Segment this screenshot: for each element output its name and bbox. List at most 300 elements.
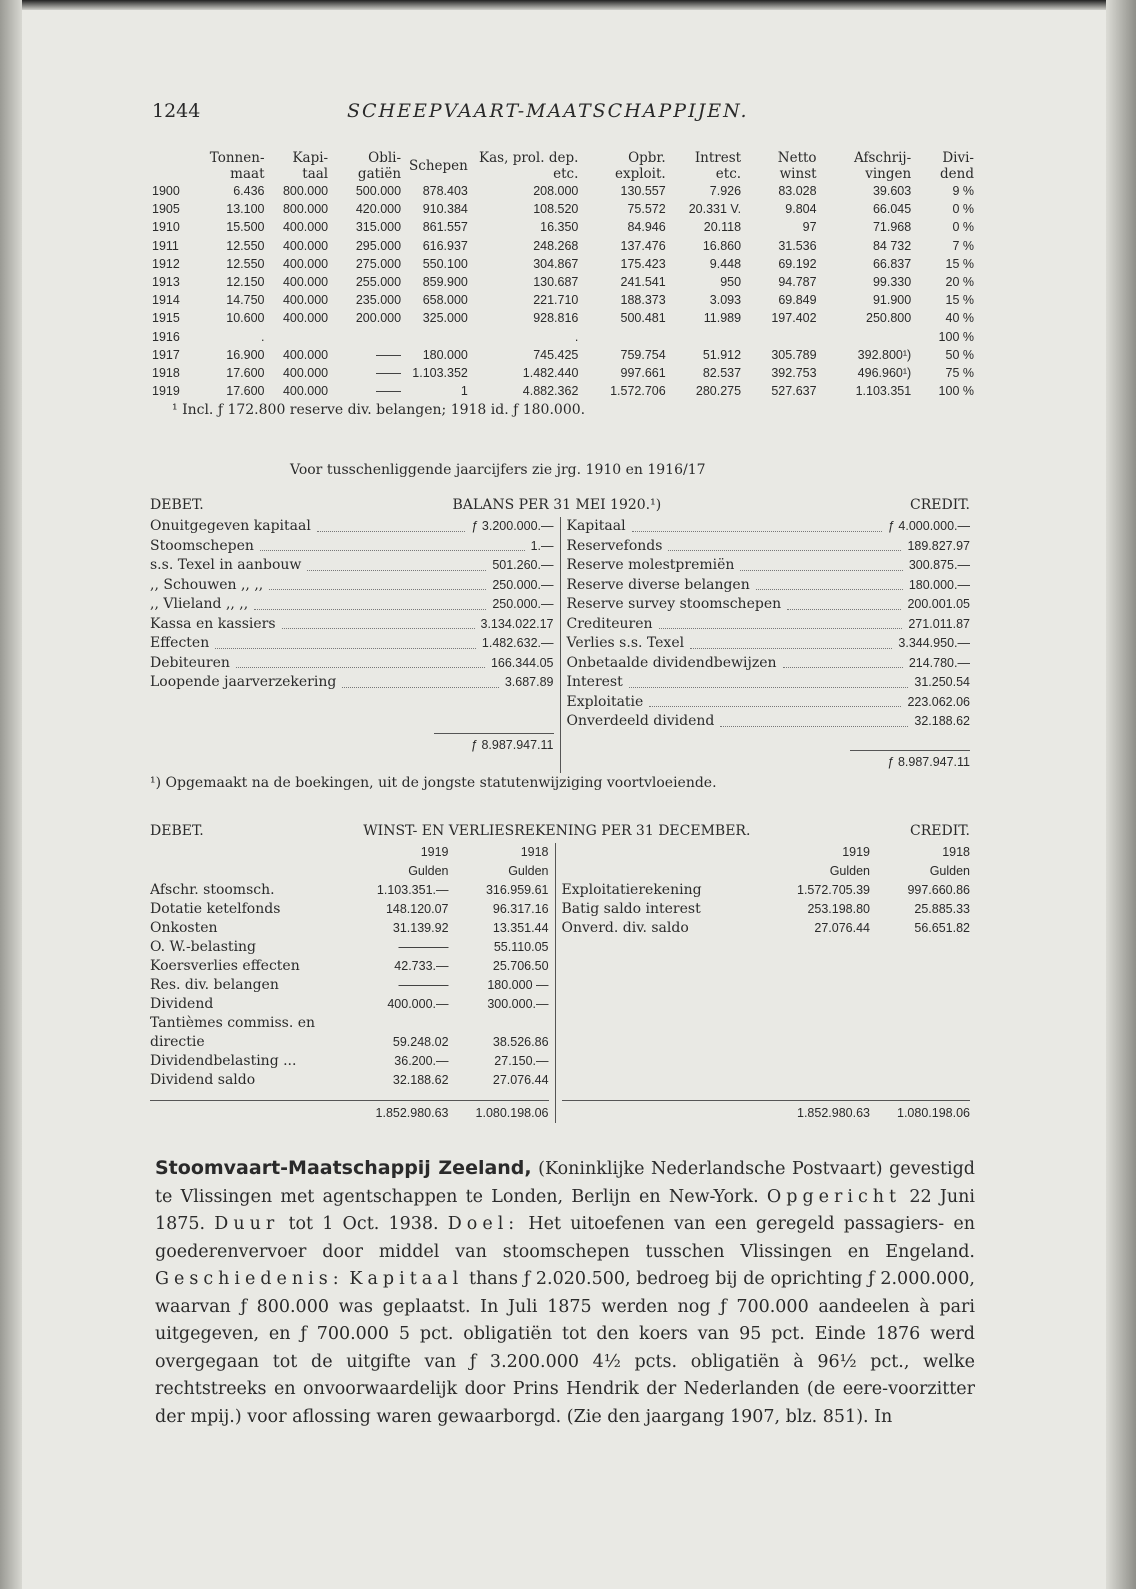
pl-item-label: Afschr. stoomsch. <box>150 882 275 898</box>
balance-item-label: Effecten <box>150 635 210 651</box>
balance-item-amount: 166.344.05 <box>490 655 554 670</box>
balance-row <box>567 615 971 635</box>
pl-amount-1918: 25.706.50 <box>492 959 549 973</box>
table-cell: 137.476 <box>620 238 666 253</box>
column-header: Afschrij-vingen <box>853 150 912 182</box>
table-cell: 859.900 <box>422 275 468 290</box>
balance-item-label: Reservefonds <box>566 537 663 554</box>
pl-item-label: Dividend <box>150 996 214 1012</box>
balance-item-label: ,, Schouwen ,, ,, <box>150 576 264 593</box>
table-cell: 1905 <box>152 202 180 217</box>
table-cell: 658.000 <box>422 293 468 308</box>
table-cell: 15 % <box>945 293 974 308</box>
pl-debet-column <box>150 843 556 1123</box>
text-run: thans ƒ 2.020.500, bedroeg bij de oprichting ƒ 2.000.000, waarvan ƒ 800.000 was geplaatst. In Juli 1875 werden nog ƒ 700.000 aandeelen à pari uitgegeven, en ƒ 700.000 5 pct. obligatiën tot den koers van 95 pct. Einde 1876 werd overgegaan tot de uitgifte van ƒ 3.200.000 4½ pcts. obligatiën à 96½ pct., welke rechtstreeks en onvoorwaardelijk door Prins Hendrik der Nederlanden (de eere-voorzitter der mpij.) voor aflossing waren gewaarborgd. (Zie den jaargang 1907, blz. 851). In <box>155 1269 975 1427</box>
table-cell: 1.103.352 <box>412 366 468 381</box>
balance-footnote: ¹) Opgemaakt na de boekingen, uit de jongste statutenwijziging voortvloeiende. <box>150 774 717 791</box>
table-cell: 39.603 <box>872 184 912 198</box>
pl-row <box>150 938 549 957</box>
table-cell: 208.000 <box>533 184 579 198</box>
table-cell <box>332 328 405 346</box>
pl-row <box>150 957 549 976</box>
pl-row <box>150 1033 549 1052</box>
unit-header <box>150 862 549 881</box>
table-cell: 75.572 <box>627 202 666 217</box>
table-cell: 31.536 <box>778 238 817 253</box>
table-cell: 197.402 <box>771 311 817 326</box>
balance-item-amount: 180.000.— <box>908 577 970 592</box>
pl-row <box>150 900 549 919</box>
pl-item-label: Onverd. div. saldo <box>561 920 689 936</box>
unit-label: Gulden <box>829 864 870 878</box>
pl-item-label: Exploitatierekening <box>561 882 702 898</box>
table-cell: 500.481 <box>620 311 666 326</box>
pl-amount-1918: 997.660.86 <box>907 883 970 897</box>
table-row <box>148 273 978 291</box>
pl-heading <box>150 823 970 843</box>
table-cell: 400.000 <box>282 256 329 271</box>
leader-dots <box>720 712 908 727</box>
table-row <box>148 255 978 273</box>
text-run: 22 Juni 1875. <box>155 1186 975 1234</box>
table-cell: 83.028 <box>778 184 817 198</box>
table-cell: 97 <box>802 220 817 235</box>
reference-line: Voor tusschenliggende jaarcijfers zie jrg. 1910 en 1916/17 <box>290 462 706 478</box>
table-cell <box>582 328 669 346</box>
table-cell: 200.000 <box>355 311 402 326</box>
table-cell: 9.804 <box>785 202 817 217</box>
table-cell: 15.500 <box>226 220 265 235</box>
balance-item-label: Loopende jaarverzekering <box>150 674 337 690</box>
column-header: Kas, prol. dep. etc. <box>479 150 579 182</box>
table-row <box>148 291 978 309</box>
pl-row <box>562 900 970 919</box>
balance-row <box>567 693 971 713</box>
table-cell: 1910 <box>152 220 180 235</box>
table-cell: 130.557 <box>620 184 666 198</box>
balance-item-amount: 223.062.06 <box>907 694 970 709</box>
table-cell: 241.541 <box>620 275 666 290</box>
table-cell: 75 % <box>945 366 974 381</box>
table-cell: 400.000 <box>282 311 329 326</box>
table-cell: 1 <box>460 384 468 399</box>
leader-dots <box>783 654 903 669</box>
table-cell: 175.423 <box>620 256 666 271</box>
balance-item-label: Onbetaalde dividendbewijzen <box>566 654 777 671</box>
pl-item-label: O. W.-belasting <box>150 939 257 955</box>
table-cell: 7.926 <box>709 184 742 198</box>
balance-row <box>150 615 554 635</box>
balance-debet-label: DEBET. <box>150 497 204 513</box>
table-header-row <box>148 150 978 182</box>
pl-amount-1918: 27.150.— <box>494 1054 549 1068</box>
balance-credit-label: CREDIT. <box>910 497 970 513</box>
table-cell <box>745 328 820 346</box>
table-cell: 100 % <box>938 329 974 344</box>
balance-row <box>567 556 971 576</box>
table-cell: 10.600 <box>226 311 265 326</box>
balance-item-amount: 250.000.— <box>492 597 554 611</box>
leader-dots <box>668 537 901 552</box>
table-cell: 71.968 <box>872 220 912 235</box>
pl-item-label: Res. div. belangen <box>150 977 279 993</box>
table-cell: —— <box>376 347 402 362</box>
pl-row <box>150 1071 549 1090</box>
pl-amount-1919: 1.572.705.39 <box>797 883 870 897</box>
page-number: 1244 <box>152 100 201 122</box>
leader-dots <box>215 634 476 649</box>
pl-total-1918: 1.080.198.06 <box>897 1106 970 1120</box>
table-cell: 550.100 <box>422 256 468 271</box>
column-header: Divi-dend <box>940 150 974 182</box>
pl-amount-1919: 59.248.02 <box>392 1035 449 1049</box>
balance-item-amount: 214.780.— <box>908 655 970 670</box>
table-cell: 20.331 V. <box>688 202 742 217</box>
table-cell: 20.118 <box>703 220 742 235</box>
pl-row <box>150 881 549 900</box>
yearly-statistics-table <box>148 150 978 418</box>
table-cell: 420.000 <box>355 202 402 217</box>
spaced-term: Duur <box>214 1214 280 1234</box>
column-header: Intrest etc. <box>694 150 742 182</box>
balance-item-amount: 32.188.62 <box>914 714 970 728</box>
pl-credit-label: CREDIT. <box>910 823 970 839</box>
table-cell: 325.000 <box>422 311 468 326</box>
table-cell: 51.912 <box>702 347 742 362</box>
pl-amount-1918: 13.351.44 <box>492 921 549 935</box>
table-cell: 248.268 <box>533 238 579 253</box>
balance-row <box>150 634 554 654</box>
year-1918: 1918 <box>520 845 549 859</box>
table-cell: 616.937 <box>422 238 468 253</box>
balance-row <box>567 595 971 615</box>
balance-total-credit: ƒ 8.987.947.11 <box>887 754 970 769</box>
table-row <box>148 200 978 218</box>
table-cell: 16.900 <box>226 347 265 362</box>
pl-debet-label: DEBET. <box>150 823 204 839</box>
balance-item-amount: 3.687.89 <box>504 675 554 689</box>
year-header <box>562 843 970 862</box>
table-row <box>148 218 978 236</box>
page-right-edge <box>1106 0 1136 1589</box>
pl-amount-1919: 32.188.62 <box>392 1073 449 1087</box>
balance-row <box>150 556 554 576</box>
column-header: Kapi-taal <box>292 150 329 182</box>
pl-row <box>562 919 970 938</box>
leader-dots <box>629 673 909 688</box>
pl-total-row <box>562 1100 970 1123</box>
table-cell: 0 % <box>952 220 974 235</box>
balance-item-amount: 271.011.87 <box>908 616 970 631</box>
table-cell: 280.275 <box>695 384 742 399</box>
table-cell: 250.800 <box>866 311 912 326</box>
pl-item-label: Koersverlies effecten <box>150 958 300 974</box>
table-cell: 11.989 <box>703 311 742 326</box>
table-cell: 69.192 <box>778 256 817 271</box>
table-cell: 17.600 <box>226 366 265 381</box>
table-cell: 910.384 <box>422 202 468 217</box>
balance-title: BALANS PER 31 MEI 1920.¹) <box>452 497 662 513</box>
balance-item-label: ,, Vlieland ,, ,, <box>150 596 249 612</box>
unit-label: Gulden <box>929 864 970 878</box>
balance-item-label: Onverdeeld dividend <box>566 713 715 729</box>
balance-row <box>150 576 554 596</box>
leader-dots <box>342 673 499 688</box>
table-cell: 400.000 <box>282 293 329 308</box>
balance-item-label: Reserve survey stoomschepen <box>566 596 782 612</box>
balance-item-amount: 501.260.— <box>492 558 554 572</box>
leader-dots <box>254 595 486 610</box>
table-row <box>148 237 978 255</box>
balance-item-label: Kapitaal <box>566 518 626 534</box>
table-row <box>148 346 978 364</box>
table-footnote: ¹ Incl. ƒ 172.800 reserve div. belangen; 1918 id. ƒ 180.000. <box>172 402 586 419</box>
balance-item-label: Interest <box>566 674 623 690</box>
pl-total-1919: 1.852.980.63 <box>797 1106 870 1120</box>
balance-row <box>567 517 971 537</box>
table-cell: 496.960¹) <box>857 366 912 381</box>
balance-row <box>567 654 971 674</box>
pl-row <box>150 1052 549 1071</box>
balance-item-amount: 1.— <box>530 538 554 553</box>
balance-item-amount: 189.827.97 <box>907 538 970 553</box>
balance-item-label: Onuitgegeven kapitaal <box>150 518 311 534</box>
leader-dots <box>740 556 902 571</box>
table-cell: 527.637 <box>771 384 817 399</box>
table-cell: 69.849 <box>778 293 817 308</box>
unit-label: Gulden <box>408 864 449 878</box>
balance-item-label: Exploitatie <box>566 693 644 710</box>
table-cell: 400.000 <box>282 238 329 253</box>
balance-item-amount: 3.134.022.17 <box>480 616 554 631</box>
balance-item-label: Debiteuren <box>150 654 230 671</box>
pl-item-label: Dotatie ketelfonds <box>150 901 281 917</box>
spaced-term: Geschiedenis: <box>155 1269 344 1289</box>
pl-amount-1919: ———— <box>398 940 449 954</box>
balance-row <box>150 537 554 557</box>
pl-total-1918: 1.080.198.06 <box>475 1106 549 1120</box>
table-cell <box>821 328 916 346</box>
leader-dots <box>236 654 485 669</box>
spaced-term: Doel: <box>447 1214 520 1234</box>
column-header: Tonnen-maat <box>209 150 265 182</box>
leader-dots <box>659 615 903 630</box>
balance-sheet <box>150 497 970 791</box>
year-1919: 1919 <box>420 845 449 859</box>
running-header <box>152 100 972 126</box>
pl-amount-1919: 400.000.— <box>387 997 449 1011</box>
balance-item-label: Reserve molestpremiën <box>566 557 735 573</box>
balance-item-label: Verlies s.s. Texel <box>566 635 685 651</box>
table-cell: 950 <box>720 275 742 290</box>
pl-amount-1918: 27.076.44 <box>492 1073 549 1087</box>
column-header: Schepen <box>409 158 468 174</box>
balance-item-label: Stoomschepen <box>150 537 254 554</box>
table-cell: 392.753 <box>771 366 817 381</box>
table-cell: 1914 <box>152 293 180 308</box>
pl-row <box>150 1014 549 1033</box>
leader-dots <box>632 517 882 532</box>
pl-item-label: Batig saldo interest <box>561 901 701 917</box>
table-cell: 1913 <box>152 275 180 290</box>
unit-header <box>562 862 970 881</box>
balance-item-amount: 31.250.54 <box>914 675 970 689</box>
balance-row <box>567 576 971 596</box>
pl-item-label: directie <box>150 1034 205 1050</box>
pl-amount-1919: 253.198.80 <box>807 902 870 916</box>
table-cell: 66.045 <box>872 202 912 217</box>
table-cell: 13.100 <box>226 202 265 217</box>
balance-item-amount: 200.001.05 <box>907 597 970 611</box>
table-cell: 9 % <box>952 184 974 198</box>
table-cell: 1912 <box>152 256 180 271</box>
balance-item-label: s.s. Texel in aanbouw <box>150 557 302 573</box>
column-header: Obli-gatiën <box>357 150 402 182</box>
table-cell: 392.800¹) <box>857 347 912 362</box>
balance-debet-column <box>150 517 561 773</box>
pl-amount-1918: 96.317.16 <box>492 902 549 916</box>
running-title: SCHEEPVAART-MAATSCHAPPIJEN. <box>347 100 749 122</box>
table-cell: 800.000 <box>282 184 329 198</box>
table-cell: 235.000 <box>355 293 402 308</box>
spaced-term: Opgericht <box>766 1186 902 1207</box>
table-cell: 295.000 <box>355 238 402 253</box>
balance-item-amount: 250.000.— <box>492 577 554 592</box>
column-header: Netto winst <box>777 150 817 182</box>
table-row <box>148 382 978 400</box>
pl-item-label: Onkosten <box>150 920 218 936</box>
balance-row <box>150 654 554 674</box>
table-cell: 1918 <box>152 366 180 381</box>
balance-row <box>567 673 971 693</box>
table-cell: 800.000 <box>282 202 329 217</box>
table-cell: 275.000 <box>355 256 402 271</box>
table-cell: 91.900 <box>872 293 912 308</box>
table-cell: 928.816 <box>533 311 579 326</box>
table-cell: 14.750 <box>226 293 265 308</box>
table-cell: 12.150 <box>226 275 265 290</box>
table-row <box>148 182 978 200</box>
pl-amount-1918: 316.959.61 <box>485 883 549 897</box>
pl-amount-1918: 300.000.— <box>487 997 549 1011</box>
table-cell: 1911 <box>152 238 179 253</box>
table-cell: 400.000 <box>282 220 329 235</box>
leader-dots <box>690 634 892 649</box>
balance-item-amount: ƒ 3.200.000.— <box>471 519 554 533</box>
pl-credit-column <box>556 843 970 1123</box>
table-cell: 4.882.362 <box>522 384 579 399</box>
table-row <box>148 328 978 346</box>
table-cell: 861.557 <box>422 220 468 235</box>
table-cell: 759.754 <box>620 347 666 362</box>
table-cell: 400.000 <box>282 366 329 381</box>
table-cell: 40 % <box>945 311 974 326</box>
pl-item-label: Tantièmes commiss. en <box>150 1015 316 1031</box>
balance-total-debet: ƒ 8.987.947.11 <box>471 737 554 752</box>
balance-row <box>567 712 971 732</box>
balance-row <box>567 537 971 557</box>
table-cell: 1.103.351 <box>855 384 912 399</box>
table-cell: 6.436 <box>233 184 265 198</box>
balance-item-label: Reserve diverse belangen <box>566 576 750 593</box>
pl-row <box>150 976 549 995</box>
year-1919: 1919 <box>842 845 870 859</box>
table-cell <box>670 328 745 346</box>
pl-amount-1918 <box>449 1014 549 1033</box>
table-row <box>148 364 978 382</box>
table-cell: 400.000 <box>282 347 329 362</box>
pl-amount-1918: 38.526.86 <box>492 1035 549 1049</box>
table-cell <box>405 328 472 346</box>
balance-row <box>567 634 971 654</box>
table-cell: 0 % <box>952 202 974 217</box>
pl-amount-1919: ———— <box>398 978 449 992</box>
table-cell: —— <box>376 384 402 399</box>
column-header <box>148 150 184 182</box>
table-cell: . <box>261 329 265 344</box>
year-1918: 1918 <box>942 845 970 859</box>
table-cell: 305.789 <box>771 347 817 362</box>
table-cell: 1919 <box>152 384 180 399</box>
balance-item-amount: 3.344.950.— <box>898 636 970 650</box>
table-cell: 99.330 <box>872 275 912 290</box>
text-run: tot 1 Oct. 1938. <box>279 1214 448 1234</box>
pl-amount-1919: 36.200.— <box>394 1054 449 1068</box>
table-cell: 82.537 <box>702 366 742 381</box>
table-cell: —— <box>376 366 402 381</box>
pl-row <box>562 881 970 900</box>
table-cell: 50 % <box>945 347 974 362</box>
table-cell: . <box>574 329 579 344</box>
pl-item-label: Dividend saldo <box>150 1072 256 1088</box>
table-body <box>148 182 978 400</box>
balance-item-label: Crediteuren <box>566 615 653 632</box>
table-cell: 9.448 <box>709 256 742 271</box>
leader-dots <box>317 517 466 532</box>
text-run: Het uitoefenen van een geregeld passagiers- en goederenvervoer door middel van stoomschepen tusschen Vlissingen en Engeland. <box>155 1214 975 1262</box>
pl-total-1919: 1.852.980.63 <box>375 1106 449 1120</box>
balance-item-amount: 1.482.632.— <box>481 636 554 650</box>
table-cell: 100 % <box>938 384 974 399</box>
table-cell: 16.860 <box>702 238 742 253</box>
table-cell: 255.000 <box>355 275 402 290</box>
pl-amount-1919 <box>344 1014 449 1033</box>
balance-item-amount: ƒ 4.000.000.— <box>887 519 970 533</box>
table-cell: 1917 <box>152 347 180 362</box>
leader-dots <box>307 556 486 571</box>
pl-amount-1918: 55.110.05 <box>493 940 549 954</box>
balance-row <box>150 517 554 537</box>
table-cell: 400.000 <box>282 384 329 399</box>
leader-dots <box>260 537 525 552</box>
table-cell: 16.350 <box>540 220 579 235</box>
pl-amount-1918: 180.000 — <box>487 978 549 992</box>
table-cell: 7 % <box>952 238 974 253</box>
pl-item-label: Dividendbelasting ... <box>150 1053 297 1069</box>
pl-total-row <box>150 1100 549 1123</box>
table-cell: 84.946 <box>627 220 666 235</box>
table-cell: 997.661 <box>620 366 666 381</box>
table-row <box>148 309 978 327</box>
table-cell: 20 % <box>945 275 974 290</box>
company-description <box>155 1155 975 1431</box>
leader-dots <box>282 615 475 630</box>
pl-row <box>150 995 549 1014</box>
table-cell: 1900 <box>152 184 180 198</box>
year-header <box>150 843 549 862</box>
table-cell: 500.000 <box>355 184 402 198</box>
table-cell: 94.787 <box>778 275 817 290</box>
